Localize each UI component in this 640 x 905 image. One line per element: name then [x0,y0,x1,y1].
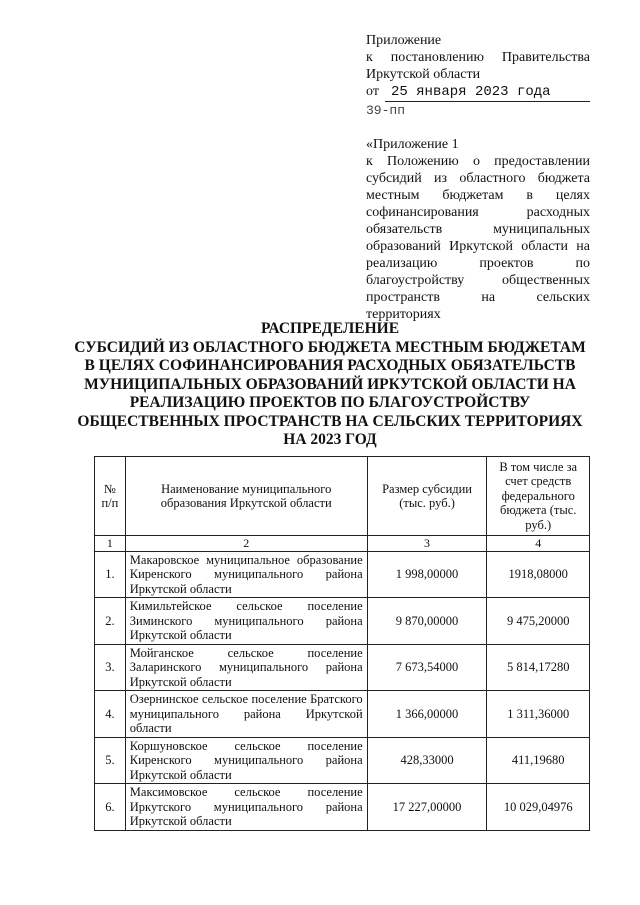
appendix1-line: местным бюджетам в целях [366,188,590,203]
row-amount: 9 870,00000 [367,598,487,645]
row-number: 3. [95,644,126,691]
row-amount: 1 366,00000 [367,691,487,738]
title-line: СУБСИДИЙ ИЗ ОБЛАСТНОГО БЮДЖЕТА МЕСТНЫМ БЮДЖЕТАМ [74,338,586,356]
row-amount: 17 227,00000 [367,784,487,831]
appendix-region: Иркутской области [366,67,481,82]
appendix1-line: территориях [366,307,441,322]
title-line: МУНИЦИПАЛЬНЫХ ОБРАЗОВАНИЙ ИРКУТСКОЙ ОБЛАСТИ НА [84,375,576,393]
row-number: 4. [95,691,126,738]
appendix1-line: реализацию проектов по [366,256,590,271]
title-line: РАСПРЕДЕЛЕНИЕ [260,320,400,337]
row-number: 1. [95,551,126,598]
document-title [50,320,610,450]
row-amount: 1 998,00000 [367,551,487,598]
row-amount: 7 673,54000 [367,644,487,691]
table-row [95,551,590,598]
row-federal: 1 311,36000 [487,691,590,738]
row-number: 5. [95,737,126,784]
appendix1-label: «Приложение 1 [366,137,459,152]
table-row [95,737,590,784]
title-line: В ЦЕЛЯХ СОФИНАНСИРОВАНИЯ РАСХОДНЫХ ОБЯЗАТЕЛЬСТВ [84,357,576,374]
column-index: 4 [487,536,590,552]
appendix1-line: благоустройству общественных [366,273,590,288]
row-municipality: Макаровское муниципальное образование Киренского муниципального района Иркутской области [125,551,367,598]
column-index: 1 [95,536,126,552]
appendix1-line: к Положению о предоставлении [366,154,590,169]
appendix1-line: софинансирования расходных [366,205,590,220]
table-row [95,784,590,831]
appendix-header [366,32,590,323]
appendix1-line: обязательств муниципальных [366,222,590,237]
column-index-row [95,536,590,552]
header-amount: Размер субсидии (тыс. руб.) [367,457,487,536]
title-line: РЕАЛИЗАЦИЮ ПРОЕКТОВ ПО БЛАГОУСТРОЙСТВУ [129,394,531,411]
table-row [95,644,590,691]
column-index: 2 [125,536,367,552]
appendix-label: Приложение [366,33,442,48]
appendix1-line: образований Иркутской области на [366,239,590,254]
row-amount: 428,33000 [367,737,487,784]
appendix-date-value: 25 января 2023 года [385,84,590,102]
table-row [95,598,590,645]
row-municipality: Мойганское сельское поселение Заларинского муниципального района Иркутской области [125,644,367,691]
row-number: 6. [95,784,126,831]
appendix-resolution-ref: к постановлению Правительства [366,50,590,65]
title-line: ОБЩЕСТВЕННЫХ ПРОСТРАНСТВ НА СЕЛЬСКИХ ТЕРРИТОРИЯХ [77,412,583,430]
row-federal: 1918,08000 [487,551,590,598]
row-municipality: Кимильтейское сельское поселение Зиминского муниципального района Иркутской области [125,598,367,645]
appendix-number-value: 39-пп [366,103,406,118]
row-federal: 411,19680 [487,737,590,784]
appendix-from-label: от [366,84,379,99]
header-no: № п/п [95,457,126,536]
row-municipality: Озернинское сельское поселение Братского муниципального района Иркутской области [125,691,367,738]
subsidy-table [94,456,590,831]
row-municipality: Максимовское сельское поселение Иркутского муниципального района Иркутской области [125,784,367,831]
row-federal: 5 814,17280 [487,644,590,691]
title-line: НА 2023 ГОД [283,431,377,448]
header-name: Наименование муниципального образования Иркутской области [125,457,367,536]
appendix1-line: пространств на сельских [366,290,590,305]
table-row [95,691,590,738]
row-federal: 9 475,20000 [487,598,590,645]
row-federal: 10 029,04976 [487,784,590,831]
row-number: 2. [95,598,126,645]
row-municipality: Коршуновское сельское поселение Киренского муниципального района Иркутской области [125,737,367,784]
column-index: 3 [367,536,487,552]
appendix-date-row [366,83,590,102]
appendix1-line: субсидий из областного бюджета [366,171,590,186]
header-federal: В том числе за счет средств федерального бюджета (тыс. руб.) [487,457,590,536]
table-header-row [95,457,590,536]
